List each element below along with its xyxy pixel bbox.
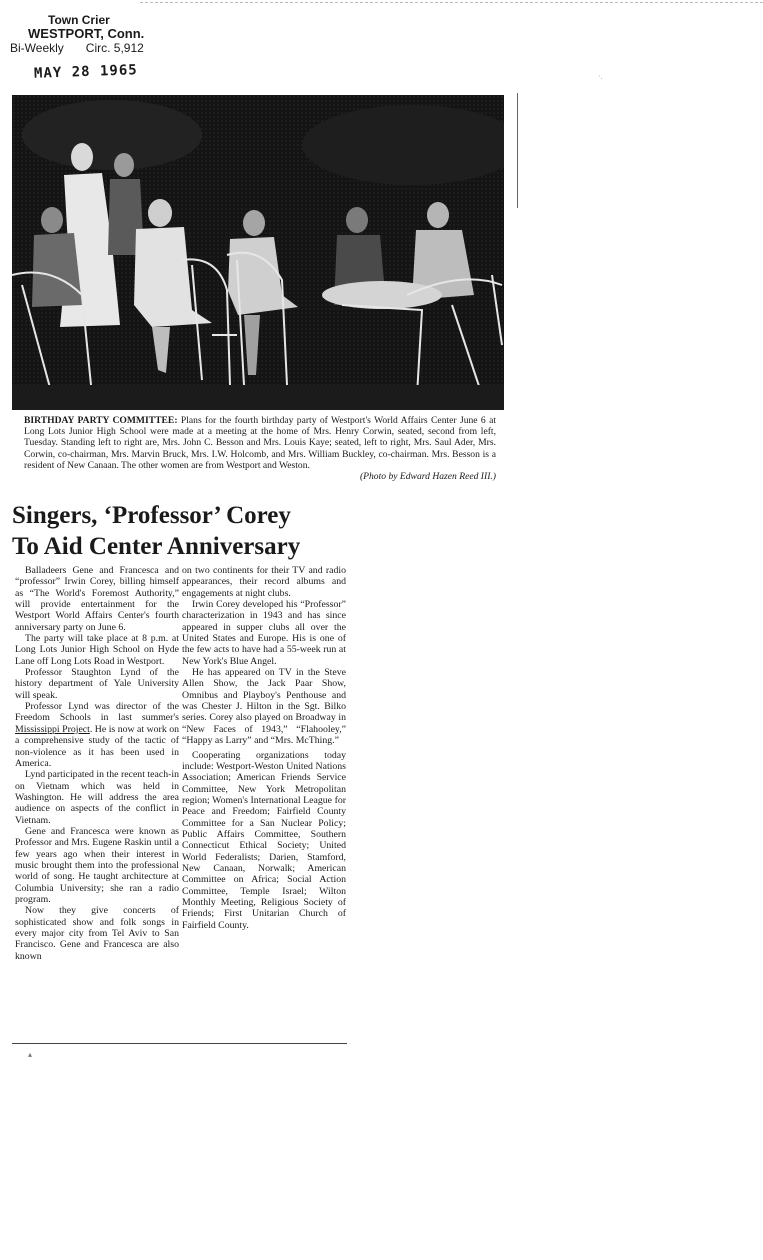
paragraph: The party will take place at 8 p.m. at Long Lots Junior High School on Hyde Lane off Long Lots Road in Westport. <box>15 633 179 667</box>
headline-line-1: Singers, ‘Professor’ Corey <box>12 502 291 529</box>
paragraph: Irwin Corey developed his “Professor” characterization in 1943 and has since appeared in supper clubs all over the United States and Europe. His is one of the few acts to have had a 55-week run at New York's Blue Angel. <box>182 599 346 667</box>
frequency: Bi-Weekly <box>10 41 64 55</box>
paragraph: Gene and Francesca were known as Professor and Mrs. Eugene Raskin until a few years ago when their interest in music brought them into the professional world of song. He taught architecture at Columbia University; she ran a radio program. <box>15 825 179 905</box>
halftone-photo-icon <box>12 95 504 410</box>
paragraph: Lynd participated in the recent teach-in on Vietnam which was held in Washington. He will address the area audience on aspects of the conflict in Vietnam. <box>15 769 179 826</box>
scan-mark: ▴ <box>28 1050 33 1059</box>
headline-line-2: To Aid Center Anniversary <box>12 533 301 560</box>
article-column-2 <box>182 565 346 931</box>
paragraph-organizations: Cooperating organizations today include: Westport-Weston United Nations Association; American Friends Service Committee, New York Metropolitan region; Women's International League for Peace and Freedom; Fairfield County Committee for a San Nuclear Policy; Public Affairs Committee, Southern Connecticut Ethical Society; United World Federalists; Darien, Stamford, New Canaan, Norwalk; American Committee on Africa; Social Action Committee, Temple Israel; Wilton Monthly Meeting, Religious Society of Friends; First Unitarian Church of Fairfield County. <box>182 749 346 931</box>
circulation: Circ. 5,912 <box>85 41 144 55</box>
clipping-edge-mark <box>509 93 518 208</box>
top-dotted-edge <box>140 2 763 3</box>
paragraph: Now they give concerts of sophisticated show and folk songs in every major city from Tel Aviv to San Francisco. Gene and Francesca are also known <box>15 905 179 962</box>
masthead <box>10 13 166 55</box>
text-segment: . He is now at work on a comprehensive study of the tactic of non-violence as it has been used in America. <box>15 723 179 769</box>
underlined-phrase: Mississippi Project <box>15 723 90 735</box>
article-column-1 <box>15 565 179 962</box>
photo-caption <box>24 415 496 482</box>
scan-speck: ·. <box>598 72 603 81</box>
committee-photo <box>12 95 504 410</box>
paragraph: Balladeers Gene and Francesca and “professor” Irwin Corey, billing himself as “The World's Foremost Authority,” will provide entertainment for the Westport World Affairs Center's fourth anniversary party on June 6. <box>15 565 179 633</box>
photo-credit: (Photo by Edward Hazen Reed III.) <box>359 471 496 483</box>
text-segment: Professor Lynd was director of the Freedom Schools in last summer's <box>15 701 179 724</box>
caption-text: Plans for the fourth birthday party of Westport's World Affairs Center June 6 at Long Lots Junior High School were made at a meeting at the home of Mrs. Henry Corwin, seated, second from left, Tuesday. Standing left to right are, Mrs. John C. Besson and Mrs. Louis Kaye; seated, left to right, Mrs. Saul Ader, Mrs. Corwin, co-chairman, Mrs. Marvin Bruck, Mrs. I.W. Holcomb, and Mrs. William Buckley, co-chairman. Mrs. Besson is a resident of New Canaan. The other women are from Westport and Weston. <box>24 415 496 471</box>
paragraph: He has appeared on TV in the Steve Allen Show, the Jack Paar Show, Omnibus and Playboy's Penthouse and was Chester J. Hilton in the Sgt. Bilko series. Corey also played on Broadway in “New Faces of 1943,” “Flahooley,” “Happy as Larry” and “Mrs. McThing.” <box>182 667 346 747</box>
paper-city: WESTPORT, Conn. <box>28 26 145 41</box>
end-rule <box>12 1043 347 1044</box>
paragraph: Professor Staughton Lynd of the history department of Yale University will speak. <box>15 667 179 701</box>
caption-lead: BIRTHDAY PARTY COMMITTEE: <box>24 415 178 426</box>
article-headline <box>12 500 352 562</box>
date-stamp: MAY 28 1965 <box>33 62 138 82</box>
paper-name: Town Crier <box>48 13 110 27</box>
paragraph: on two continents for their TV and radio appearances, their record albums and engagements at night clubs. <box>182 565 346 599</box>
paper-frequency-line <box>10 41 166 55</box>
paragraph-lynd-director <box>15 701 179 769</box>
